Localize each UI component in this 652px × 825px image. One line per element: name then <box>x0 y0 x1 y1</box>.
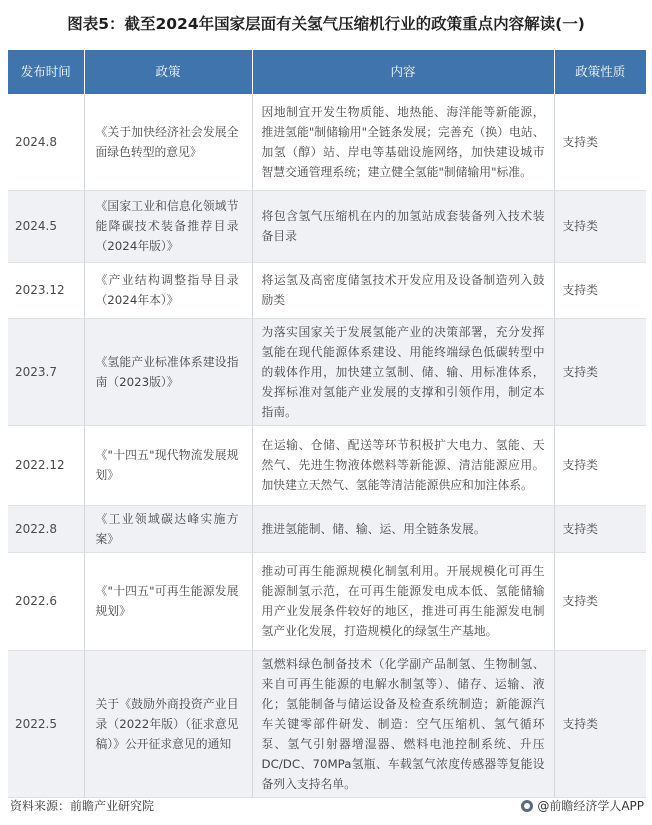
row-content: 将包含氢气压缩机在内的加氢站成套装备列入技术装备目录 <box>252 190 554 262</box>
row-content: 因地制宜开发生物质能、地热能、海洋能等新能源，推进氢能"制储输用"全链条发展；完善充（换）电站、加氢（醇）站、岸电等基础设施网络，加快建设城市智慧交通管理系统；建立健全氢能"制储输用"标准。 <box>252 94 554 190</box>
row-nature: 支持类 <box>554 262 646 318</box>
source-note: 资料来源：前瞻产业研究院 <box>10 799 155 813</box>
row-date: 2024.5 <box>8 190 84 262</box>
row-policy: 《氢能产业标准体系建设指南（2023版）》 <box>84 318 252 425</box>
row-date: 2022.8 <box>8 505 84 552</box>
header-date: 发布时间 <box>8 50 84 94</box>
row-date: 2024.8 <box>8 94 84 190</box>
credit-text: @前瞻经济学人APP <box>537 799 644 813</box>
camera-icon <box>521 800 533 812</box>
row-nature: 支持类 <box>554 318 646 425</box>
row-policy: 《"十四五"可再生能源发展规划》 <box>84 552 252 650</box>
table-row <box>8 425 646 505</box>
page-title: 图表5：截至2024年国家层面有关氢气压缩机行业的政策重点内容解读(一) <box>67 15 585 33</box>
row-nature: 支持类 <box>554 425 646 505</box>
row-policy: 关于《鼓励外商投资产业目录（2022年版）（征求意见稿）》公开征求意见的通知 <box>84 650 252 797</box>
table-row <box>8 318 646 425</box>
table-row <box>8 650 646 797</box>
row-content: 在运输、仓储、配送等环节积极扩大电力、氢能、天然气、先进生物液体燃料等新能源、清洁能源应用。加快建立天然气、氢能等清洁能源供应和加注体系。 <box>252 425 554 505</box>
row-date: 2022.12 <box>8 425 84 505</box>
header-policy: 政策 <box>84 50 252 94</box>
policy-table <box>8 50 646 798</box>
row-date: 2022.5 <box>8 650 84 797</box>
header-nature: 政策性质 <box>554 50 646 94</box>
row-date: 2023.7 <box>8 318 84 425</box>
table-row <box>8 94 646 190</box>
row-date: 2022.6 <box>8 552 84 650</box>
row-nature: 支持类 <box>554 505 646 552</box>
row-policy: 《工业领域碳达峰实施方案》 <box>84 505 252 552</box>
row-content: 推动可再生能源规模化制氢利用。开展规模化可再生能源制氢示范，在可再生能源发电成本低、氢能储输用产业发展条件较好的地区，推进可再生能源发电制氢产业化发展，打造规模化的绿氢生产基地。 <box>252 552 554 650</box>
row-policy: 《"十四五"现代物流发展规划》 <box>84 425 252 505</box>
row-content: 为落实国家关于发展氢能产业的决策部署，充分发挥氢能在现代能源体系建设、用能终端绿色低碳转型中的载体作用，加快建立氢制、储、输、用标准体系，发挥标准对氢能产业发展的支撑和引领作用，制定本指南。 <box>252 318 554 425</box>
row-date: 2023.12 <box>8 262 84 318</box>
row-policy: 《关于加快经济社会发展全面绿色转型的意见》 <box>84 94 252 190</box>
row-content: 氢燃料绿色制备技术（化学副产品制氢、生物制氢、来自可再生能源的电解水制氢等）、储存、运输、液化；氢能制备与储运设备及检查系统制造；新能源汽车关键零部件研发、制造：空气压缩机、氢气循环泵、氢气引射器增湿器、燃料电池控制系统、升压 DC/DC、70MPa氢瓶、车载氢气浓度传感器等复能设备列入支持名单。 <box>252 650 554 797</box>
table-header-row <box>8 50 646 94</box>
row-nature: 支持类 <box>554 94 646 190</box>
row-policy: 《产业结构调整指导目录（2024年本）》 <box>84 262 252 318</box>
row-policy: 《国家工业和信息化领域节能降碳技术装备推荐目录（2024年版）》 <box>84 190 252 262</box>
row-nature: 支持类 <box>554 190 646 262</box>
table-row <box>8 190 646 262</box>
row-nature: 支持类 <box>554 552 646 650</box>
row-nature: 支持类 <box>554 650 646 797</box>
table-row <box>8 262 646 318</box>
table-row <box>8 552 646 650</box>
table-row <box>8 505 646 552</box>
credit-note <box>521 797 644 814</box>
header-content: 内容 <box>252 50 554 94</box>
row-content: 推进氢能制、储、输、运、用全链条发展。 <box>252 505 554 552</box>
row-content: 将运氢及高密度储氢技术开发应用及设备制造列入鼓励类 <box>252 262 554 318</box>
